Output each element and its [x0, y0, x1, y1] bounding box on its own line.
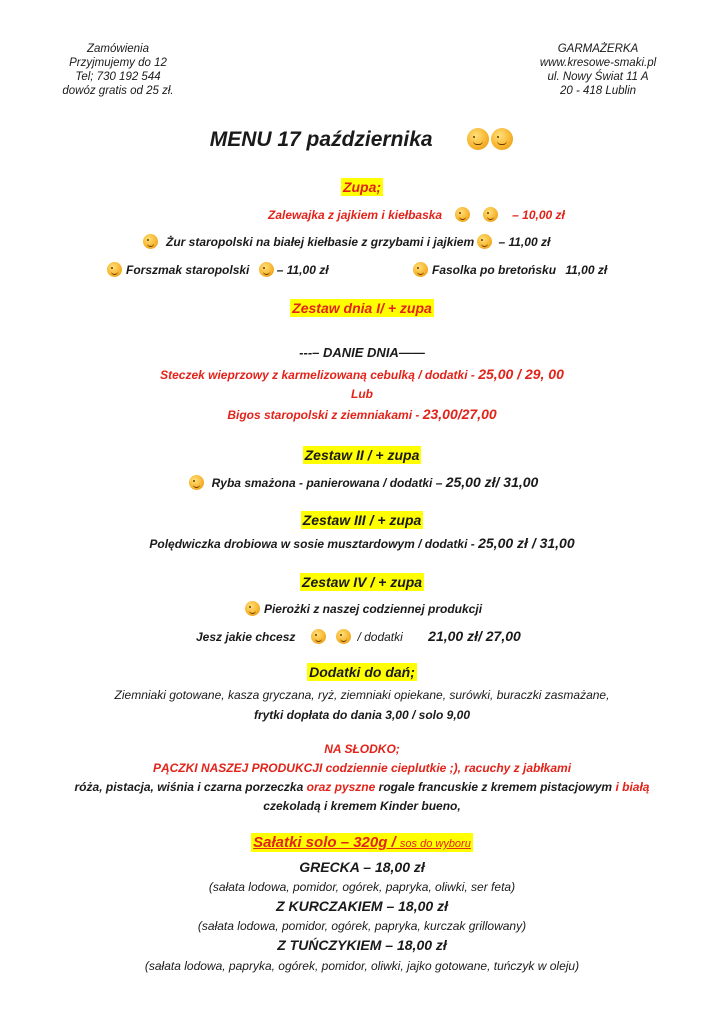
- salatka-name-text: GRECKA – 18,00 zł: [299, 859, 425, 875]
- dodatki-heading: [0, 664, 724, 680]
- header-right: [488, 42, 708, 98]
- header-right-line: ul. Nowy Świat 11 A: [547, 71, 649, 83]
- salatki-heading-text: Sałatki solo – 320g /: [253, 834, 396, 851]
- slodko-line-2-d: i białą: [615, 780, 650, 794]
- zestaw4-item-2-dodatki: / dodatki: [357, 630, 403, 644]
- winking-face-icon: [336, 629, 351, 644]
- zestaw2-item-name: Ryba smażona - panierowana / dodatki –: [211, 476, 443, 490]
- salatka-desc: [0, 959, 724, 973]
- zupa-item-3: [104, 262, 329, 277]
- slodko-line-2: [0, 780, 724, 794]
- zestaw1-item-2-price: 23,00/27,00: [422, 406, 497, 422]
- zupa-item-3-price: – 11,00 zł: [276, 263, 329, 277]
- page-title: [0, 128, 724, 152]
- zestaw4-heading: [0, 574, 724, 590]
- zupa-item-4: [410, 262, 607, 277]
- zupa-item-1: [268, 207, 565, 222]
- zestaw4-item-2-price: 21,00 zł/ 27,00: [428, 628, 521, 644]
- slodko-line-3-text: czekoladą i kremem Kinder bueno,: [263, 799, 461, 813]
- slodko-heading-text: NA SŁODKO;: [324, 742, 400, 756]
- dodatki-line-2: [0, 708, 724, 722]
- winking-face-icon: [483, 207, 498, 222]
- header-left-line: Tel; 730 192 544: [75, 71, 161, 83]
- zestaw1-item-1-price: 25,00 / 29, 00: [478, 366, 564, 382]
- winking-face-icon: [455, 207, 470, 222]
- header-left-line: Przyjmujemy do 12: [69, 57, 167, 69]
- zupa-item-4-price: 11,00 zł: [565, 263, 608, 277]
- zestaw4-item-1-name: Pierożki z naszej codziennej produkcji: [263, 602, 483, 616]
- header-right-line: 20 - 418 Lublin: [559, 85, 637, 97]
- salatka-desc-text: (sałata lodowa, pomidor, ogórek, papryka, oliwki, ser feta): [208, 880, 516, 894]
- salatka-name: [0, 898, 724, 914]
- slodko-line-2-a: róża, pistacja, wiśnia i czarna porzeczka: [74, 780, 304, 794]
- zestaw1-item-2-name: Bigos staropolski z ziemniakami -: [227, 408, 420, 422]
- slodko-line-3: [0, 799, 724, 813]
- zupa-item-1-price: – 10,00 zł: [512, 208, 565, 222]
- zupa-heading-text: Zupa;: [342, 179, 382, 195]
- winking-face-icon: [143, 234, 158, 249]
- zupa-item-2: [140, 234, 550, 249]
- danie-dnia-text: ---– DANIE DNIA——: [299, 345, 425, 360]
- title-text: MENU 17 października: [209, 128, 433, 151]
- winking-face-icon: [245, 601, 260, 616]
- slodko-line-2-b: oraz pyszne: [306, 780, 376, 794]
- salatki-heading: [0, 834, 724, 851]
- winking-face-icon: [107, 262, 122, 277]
- header-right-line: www.kresowe-smaki.pl: [539, 57, 657, 69]
- zestaw3-item: [0, 535, 724, 551]
- zestaw3-heading-text: Zestaw III / + zupa: [302, 512, 422, 528]
- zestaw1-item-2: [0, 406, 724, 422]
- salatka-desc-text: (sałata lodowa, papryka, ogórek, pomidor, oliwki, jajko gotowane, tuńczyk w oleju): [144, 959, 580, 973]
- salatka-name: [0, 859, 724, 875]
- slodko-line-2-c: rogale francuskie z kremem pistacjowym: [378, 780, 613, 794]
- header-left-line: dowóz gratis od 25 zł.: [62, 85, 174, 97]
- salatka-name-text: Z KURCZAKIEM – 18,00 zł: [276, 898, 448, 914]
- zestaw2-item-price: 25,00 zł/ 31,00: [445, 474, 539, 490]
- slodko-line-1-text: PĄCZKI NASZEJ PRODUKCJI codziennie cieplutkie ;), racuchy z jabłkami: [152, 761, 572, 775]
- zupa-heading: [0, 179, 724, 195]
- dodatki-line-1: [0, 688, 724, 702]
- danie-dnia-heading: [0, 345, 724, 360]
- salatka-desc-text: (sałata lodowa, pomidor, ogórek, papryka, kurczak grillowany): [197, 919, 527, 933]
- winking-face-icon: [477, 234, 492, 249]
- winking-face-icon: [189, 475, 204, 490]
- zestaw1-item-1-name: Steczek wieprzowy z karmelizowaną cebulką / dodatki -: [160, 368, 475, 382]
- zupa-item-3-name: Forszmak staropolski: [126, 263, 250, 277]
- zestaw2-heading-text: Zestaw II / + zupa: [304, 447, 420, 463]
- zestaw1-lub: [0, 387, 724, 401]
- lub-text: Lub: [351, 387, 373, 401]
- salatki-heading-small: sos do wyboru: [399, 838, 471, 850]
- zupa-item-4-name: Fasolka po bretońsku: [432, 263, 557, 277]
- zestaw1-heading: [0, 300, 724, 316]
- zestaw4-item-2: [196, 628, 521, 644]
- zestaw3-item-name: Polędwiczka drobiowa w sosie musztardowym / dodatki -: [149, 537, 475, 551]
- salatka-desc: [0, 880, 724, 894]
- zupa-item-1-name: Zalewajka z jajkiem i kiełbaska: [268, 208, 443, 222]
- header-left-line: Zamówienia: [87, 43, 149, 55]
- salatka-name: [0, 937, 724, 953]
- zestaw2-item: [0, 474, 724, 490]
- salatka-name-text: Z TUŃCZYKIEM – 18,00 zł: [277, 937, 447, 953]
- slodko-heading: [0, 742, 724, 756]
- zestaw4-item-1: [0, 601, 724, 616]
- zupa-item-2-name: Żur staropolski na białej kiełbasie z grzybami i jajkiem: [166, 235, 475, 249]
- salatka-desc: [0, 919, 724, 933]
- slodko-line-1: [0, 761, 724, 775]
- zestaw3-item-price: 25,00 zł / 31,00: [478, 535, 575, 551]
- winking-face-icon: [467, 128, 489, 150]
- zestaw4-heading-text: Zestaw IV / + zupa: [301, 574, 423, 590]
- zestaw1-item-1: [0, 366, 724, 382]
- winking-face-icon: [413, 262, 428, 277]
- header-left: [28, 42, 208, 98]
- winking-face-icon: [259, 262, 274, 277]
- zestaw3-heading: [0, 512, 724, 528]
- dodatki-heading-text: Dodatki do dań;: [309, 664, 415, 680]
- dodatki-line-2-text: frytki dopłata do dania 3,00 / solo 9,00: [253, 708, 471, 722]
- zestaw2-heading: [0, 447, 724, 463]
- dodatki-line-1-text: Ziemniaki gotowane, kasza gryczana, ryż, ziemniaki opiekane, surówki, buraczki zasmażane,: [114, 688, 610, 702]
- zestaw4-item-2-name: Jesz jakie chcesz: [196, 630, 296, 644]
- zestaw1-heading-text: Zestaw dnia I/ + zupa: [292, 300, 432, 316]
- zupa-item-2-price: – 11,00 zł: [498, 235, 551, 249]
- winking-face-icon: [311, 629, 326, 644]
- header-right-line: GARMAŻERKA: [557, 43, 639, 55]
- winking-face-icon: [491, 128, 513, 150]
